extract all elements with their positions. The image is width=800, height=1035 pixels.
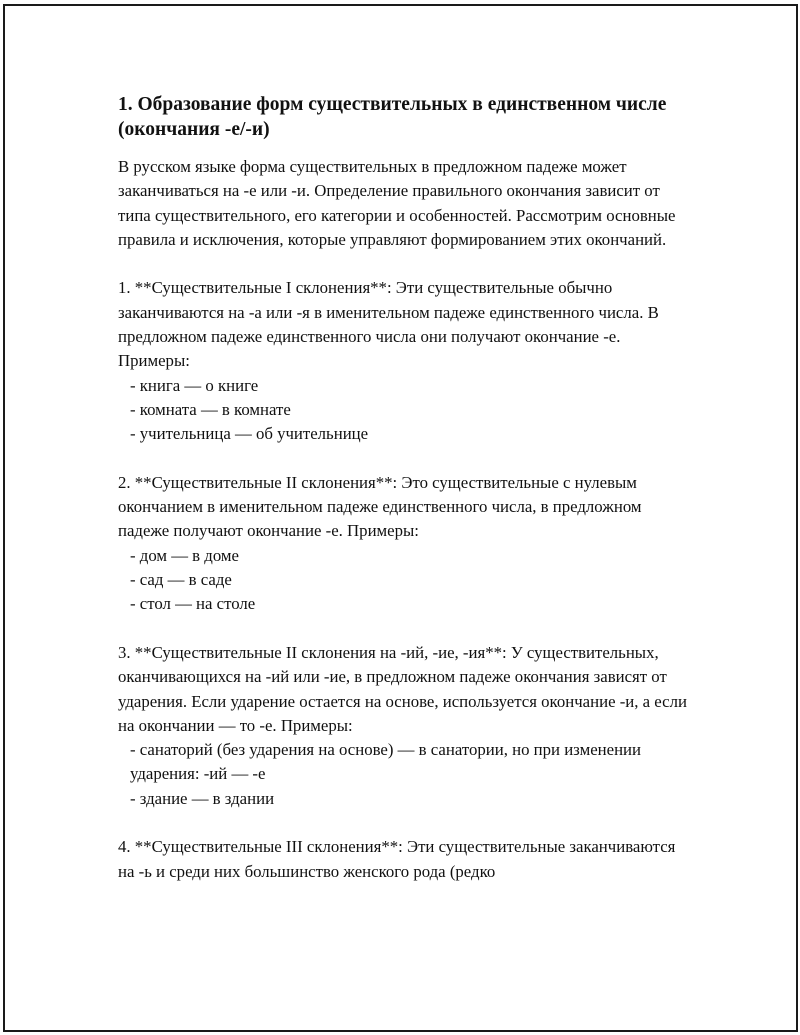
example-line: - санаторий (без ударения на основе) — в санатории, но при изменении ударения: -ий — -е [130,740,642,784]
example-line: - учительница — об учительнице [130,424,369,444]
example-line: - стол — на столе [130,594,256,614]
section-title: 1. Образование форм существительных в единственном числе (окончания -е/-и) [118,94,667,140]
example-line: - дом — в доме [130,545,239,565]
rule-text: 1. **Существительные I склонения**: Эти существительные обычно заканчиваются на -а или -я в именительном падеже единственного числа. В предложном падеже единственного числа они получают окончание -е. Примеры: [118,278,659,371]
example-line: - книга — о книге [130,375,259,395]
rule-item [118,276,693,446]
example-line: - сад — в саде [130,570,232,590]
example-line: - комната — в комнате [130,399,291,419]
rule-text: 4. **Существительные III склонения**: Эти существительные заканчиваются на -ь и среди них большинство женского рода (редко [118,837,676,881]
rule-item [118,641,693,811]
rule-text: 3. **Существительные II склонения на -ий, -ие, -ия**: У существительных, оканчивающихся на -ий или -ие, в предложном падеже окончания зависят от ударения. Если ударение остается на основе, используется окончание -и, а если на окончании — то -е. Примеры: [118,642,687,735]
example-line: - здание — в здании [130,788,275,808]
intro-paragraph: В русском языке форма существительных в предложном падеже может заканчиваться на -е или -и. Определение правильного окончания зависит от типа существительного, его категории и особенностей. Рассмотрим основные правила и исключения, которые управляют формированием этих окончаний. [118,157,676,249]
rule-item [118,835,693,884]
rule-text: 2. **Существительные II склонения**: Это существительные с нулевым окончанием в именительном падеже единственного числа, в предложном падеже получают окончание -е. Примеры: [118,472,642,541]
document-content [118,92,693,908]
rule-item [118,471,693,617]
